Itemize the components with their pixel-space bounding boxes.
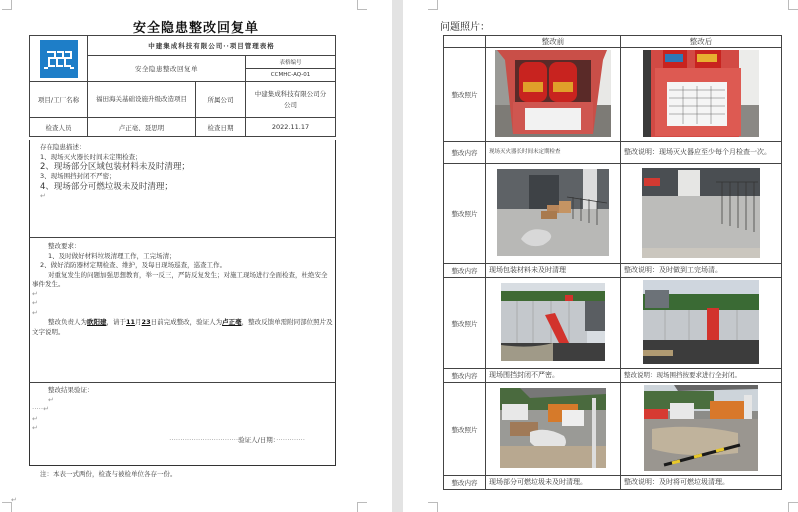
column-header-empty	[444, 36, 486, 48]
margin-corner-mark	[2, 0, 12, 10]
inspector-value: 卢正亳、聂思明	[88, 118, 196, 137]
rectification-explanation: 整改说明：及时做到工完场清。	[621, 264, 782, 278]
rectification-explanation: 整改说明：现场围挡按要求进行全封闭。	[621, 369, 782, 383]
hazard-description-heading: 存在隐患描述：	[40, 143, 86, 151]
rectification-content: 现场围挡封闭不严密。	[486, 369, 621, 383]
hazard-description-section	[29, 140, 336, 238]
shed-cleaned-after-image[interactable]	[644, 385, 758, 471]
hazard-item: 2、现场部分区域包装材料未及时清理；	[40, 162, 190, 172]
inspector-label: 检查人员	[30, 118, 88, 137]
after-photo-cell	[621, 48, 782, 142]
content-row-label: 整改内容	[444, 369, 486, 383]
margin-corner-mark	[357, 0, 367, 10]
document-page-left	[0, 0, 392, 512]
after-photo-cell	[621, 164, 782, 264]
paragraph-mark: ·····↵	[32, 405, 49, 413]
paragraph-mark: ↵	[11, 496, 17, 504]
requirements-heading: 整改要求：	[48, 242, 81, 250]
content-row-label: 整改内容	[444, 476, 486, 490]
paragraph-mark: ↵	[32, 424, 38, 432]
paragraph-mark: ↵	[40, 191, 46, 200]
deadline-day: 23	[141, 318, 151, 326]
form-code-cell	[246, 56, 336, 82]
rectification-requirements-section	[29, 238, 336, 383]
inspection-date-value: 2022.11.17	[246, 118, 336, 137]
verifier-signature-line: ·······························验证人/日期：·············	[169, 435, 305, 444]
verifier-name: 卢正亳	[222, 318, 242, 326]
photos-title: 问题照片：	[440, 22, 490, 33]
margin-corner-mark	[788, 0, 798, 10]
form-code-value: CCMHC-AQ-01	[270, 71, 311, 78]
rectification-content: 现场灭火器长时间未定期检查	[486, 142, 621, 164]
margin-corner-mark	[788, 502, 798, 512]
month-unit: 月	[135, 318, 142, 326]
requirement-item: 1、及时做好材料垃圾清理工作，工完场清；	[48, 251, 176, 260]
company-header: 中建集成科技有限公司··项目管理表格	[88, 36, 336, 56]
shed-debris-before-image[interactable]	[500, 388, 606, 468]
responsible-person: 欧阳建	[87, 318, 107, 326]
verifier-date-label: 验证人/日期：	[238, 435, 277, 444]
rectification-content: 现场部分可燃垃圾未及时清理。	[486, 476, 621, 490]
verification-section	[29, 383, 336, 466]
paragraph-mark: ↵	[48, 395, 54, 404]
photo-row-label: 整改照片	[444, 278, 486, 369]
verification-heading: 整改结果验证：	[48, 386, 94, 394]
requirement-item: 2、做好消防器材定期检查、维护，及每日现场巡查，巡查工作。	[40, 261, 227, 269]
margin-corner-mark	[428, 0, 438, 10]
photo-row-label: 整改照片	[444, 383, 486, 476]
column-header-before: 整改前	[486, 36, 621, 48]
form-code-label: 表格编号	[246, 57, 335, 69]
margin-corner-mark	[357, 502, 367, 512]
before-photo-cell	[486, 48, 621, 142]
fence-closed-after-image[interactable]	[643, 280, 759, 364]
margin-corner-mark	[428, 502, 438, 512]
header-info-table	[29, 35, 336, 137]
rectification-content: 现场包装材料未及时清理	[486, 264, 621, 278]
resp-text: 日前完成整改，验证人为	[150, 318, 223, 326]
cscec-logo-icon	[40, 40, 78, 78]
responsibility-statement	[32, 318, 333, 337]
paragraph-mark: ↵	[32, 308, 38, 317]
paragraph-mark: ↵	[32, 414, 38, 423]
resp-prefix: 整改负责人为	[48, 318, 87, 326]
resp-text: ，请于	[106, 318, 126, 326]
logo-cell	[30, 36, 88, 82]
before-photo-cell	[486, 383, 621, 476]
fence-gap-before-image[interactable]	[501, 283, 605, 361]
footnote: 注：本表一式两份，检查与被检单位各存一份。	[40, 470, 177, 478]
hazard-item: 3、现场围挡封闭不严密；	[40, 172, 116, 180]
before-photo-cell	[486, 164, 621, 264]
requirements-paragraph: 对重复发生的问题加强思想教育，举一反三，严防反复发生；对施工现场进行全面检查，杜绝安全事件发生。	[32, 270, 328, 288]
project-label: 项目/工厂名称	[30, 82, 88, 118]
column-header-after: 整改后	[621, 36, 782, 48]
project-value: 福田海关基础设施升级改造项目	[88, 82, 196, 118]
rectification-explanation: 整改说明：及时将可燃垃圾清理。	[621, 476, 782, 490]
photo-row-label: 整改照片	[444, 164, 486, 264]
fire-extinguisher-before-image[interactable]	[495, 50, 611, 137]
photo-comparison-table	[443, 35, 782, 490]
deadline-month: 11	[126, 318, 136, 326]
paragraph-mark: ↵	[32, 289, 38, 298]
company-value: 中建集成科技有限公司分公司	[246, 82, 336, 118]
rectification-explanation: 整改说明：现场灭火器应至少每个月检查一次。	[621, 142, 782, 164]
document-title: 安全隐患整改回复单	[132, 21, 259, 36]
after-photo-cell	[621, 278, 782, 369]
inspection-date-label: 检查日期	[196, 118, 246, 137]
resp-suffix: ，整改反馈单需附同部位照片及文字说明。	[32, 318, 333, 336]
after-photo-cell	[621, 383, 782, 476]
before-photo-cell	[486, 278, 621, 369]
entrance-cleaned-after-image[interactable]	[642, 168, 760, 258]
content-row-label: 整改内容	[444, 142, 486, 164]
fire-extinguisher-after-image[interactable]	[643, 50, 759, 137]
entrance-boxes-before-image[interactable]	[497, 169, 609, 256]
paragraph-mark: ↵	[32, 299, 38, 307]
photo-row-label: 整改照片	[444, 48, 486, 142]
content-row-label: 整改内容	[444, 264, 486, 278]
company-label: 所属公司	[196, 82, 246, 118]
hazard-item: 4、现场部分可燃垃圾未及时清理；	[40, 181, 173, 192]
hazard-item: 1、现场灭火器长时间未定期检查；	[40, 152, 142, 161]
form-title: 安全隐患整改回复单	[88, 56, 246, 82]
